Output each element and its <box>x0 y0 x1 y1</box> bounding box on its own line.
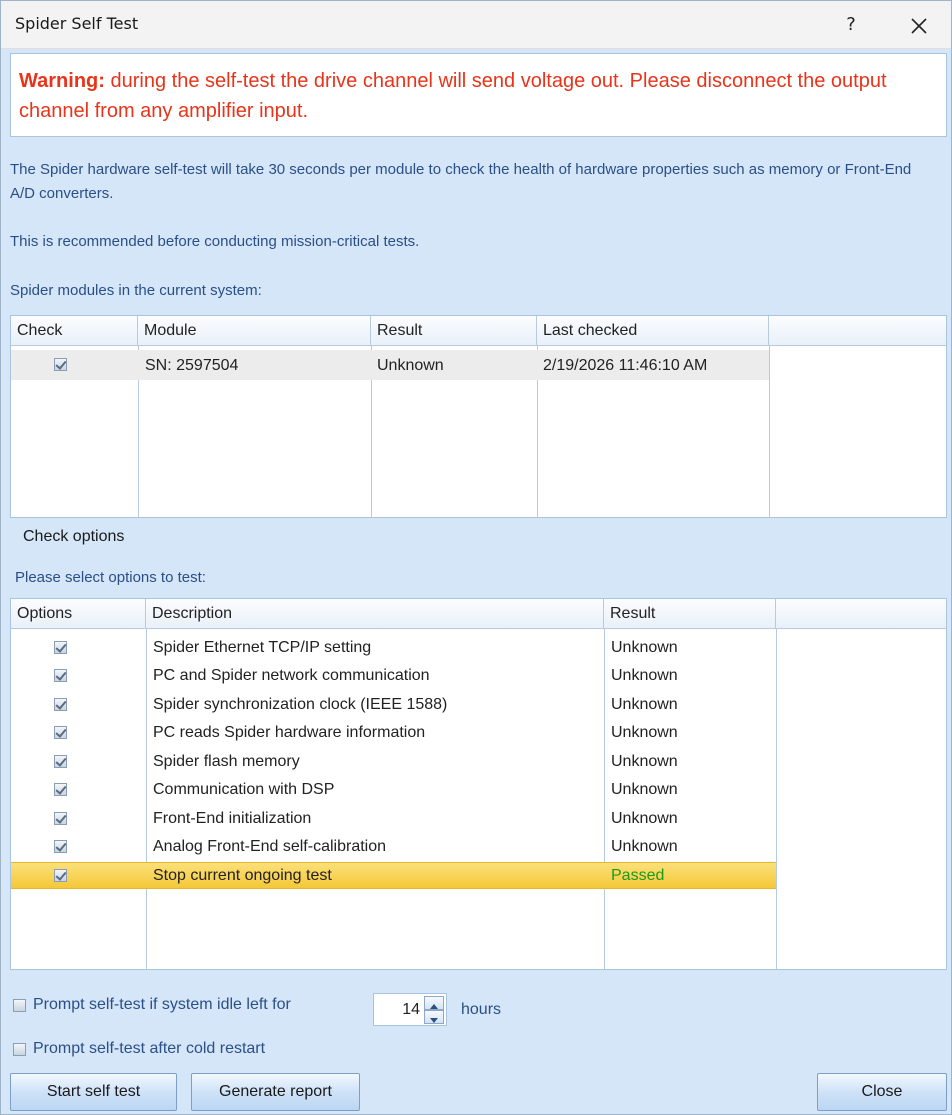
option-result-passed: Passed <box>611 867 665 884</box>
option-description: Spider Ethernet TCP/IP setting <box>153 639 372 656</box>
info-recommendation: This is recommended before conducting mission-critical tests. <box>10 233 420 250</box>
column-header-module[interactable]: Module <box>138 316 371 346</box>
help-button[interactable]: ? <box>846 14 856 35</box>
generate-report-button[interactable]: Generate report <box>191 1073 360 1111</box>
option-row[interactable] <box>11 719 776 747</box>
option-row[interactable] <box>11 691 776 719</box>
idle-prompt-checkbox[interactable] <box>13 999 26 1012</box>
modules-grid <box>10 315 947 518</box>
close-button[interactable]: Close <box>817 1073 947 1111</box>
options-grid-header <box>11 599 946 629</box>
option-row[interactable] <box>11 805 776 833</box>
option-checkbox[interactable] <box>54 669 67 682</box>
module-serial: SN: 2597504 <box>145 357 239 374</box>
option-description: Analog Front-End self-calibration <box>153 838 387 855</box>
start-self-test-button[interactable]: Start self test <box>10 1073 177 1111</box>
column-header-options[interactable]: Options <box>11 599 146 629</box>
title-bar <box>1 1 951 49</box>
option-result: Unknown <box>611 667 678 684</box>
option-row[interactable] <box>11 748 776 776</box>
option-description: Front-End initialization <box>153 810 312 827</box>
idle-hours-spinner[interactable] <box>373 993 447 1026</box>
option-checkbox[interactable] <box>54 840 67 853</box>
option-result: Unknown <box>611 781 678 798</box>
cold-restart-label: Prompt self-test after cold restart <box>33 1040 266 1057</box>
modules-grid-header <box>11 316 946 346</box>
option-row[interactable] <box>11 634 776 662</box>
idle-hours-value[interactable]: 14 <box>402 1001 420 1018</box>
option-result: Unknown <box>611 753 678 770</box>
option-result: Unknown <box>611 838 678 855</box>
option-row-selected[interactable] <box>11 862 776 889</box>
option-checkbox[interactable] <box>54 812 67 825</box>
spin-down-button[interactable] <box>424 1010 444 1024</box>
module-row[interactable] <box>11 350 769 380</box>
option-description: PC reads Spider hardware information <box>153 724 426 741</box>
option-row[interactable] <box>11 776 776 804</box>
warning-text: during the self-test the drive channel will send voltage out. Please disconnect the output channel from any amplifier input. <box>19 70 887 122</box>
option-description: Stop current ongoing test <box>153 867 332 884</box>
options-grid <box>10 598 947 970</box>
column-header-result[interactable]: Result <box>371 316 537 346</box>
option-description: Spider flash memory <box>153 753 300 770</box>
cold-restart-checkbox[interactable] <box>13 1043 26 1056</box>
check-options-group-label: Check options <box>23 528 125 545</box>
modules-label: Spider modules in the current system: <box>10 282 262 299</box>
option-checkbox[interactable] <box>54 755 67 768</box>
window-title: Spider Self Test <box>15 14 139 33</box>
close-window-button[interactable] <box>901 9 937 41</box>
column-header-option-result[interactable]: Result <box>604 599 776 629</box>
option-checkbox[interactable] <box>54 869 67 882</box>
module-checkbox[interactable] <box>54 358 67 371</box>
column-header-last-checked[interactable]: Last checked <box>537 316 769 346</box>
module-result: Unknown <box>377 357 444 374</box>
idle-hours-unit: hours <box>461 1001 502 1018</box>
option-result: Unknown <box>611 639 678 656</box>
option-description: Spider synchronization clock (IEEE 1588) <box>153 696 448 713</box>
option-checkbox[interactable] <box>54 783 67 796</box>
option-row[interactable] <box>11 833 776 861</box>
arrow-down-icon <box>425 1014 443 1026</box>
spin-up-button[interactable] <box>424 996 444 1010</box>
option-description: Communication with DSP <box>153 781 335 798</box>
warning-message <box>10 53 947 137</box>
info-description: The Spider hardware self-test will take 30 seconds per module to check the health of hardware properties such as memory or Front-End A/D converters. <box>10 161 912 202</box>
column-header-check[interactable]: Check <box>11 316 138 346</box>
option-result: Unknown <box>611 696 678 713</box>
module-last-checked: 2/19/2026 11:46:10 AM <box>543 357 708 374</box>
option-result: Unknown <box>611 724 678 741</box>
option-checkbox[interactable] <box>54 726 67 739</box>
column-header-description[interactable]: Description <box>146 599 604 629</box>
check-options-prompt: Please select options to test: <box>15 569 206 586</box>
option-description: PC and Spider network communication <box>153 667 430 684</box>
warning-prefix: Warning: <box>19 70 105 92</box>
option-checkbox[interactable] <box>54 698 67 711</box>
option-result: Unknown <box>611 810 678 827</box>
close-icon <box>910 17 928 35</box>
idle-prompt-label: Prompt self-test if system idle left for <box>33 996 291 1013</box>
option-checkbox[interactable] <box>54 641 67 654</box>
option-row[interactable] <box>11 662 776 690</box>
